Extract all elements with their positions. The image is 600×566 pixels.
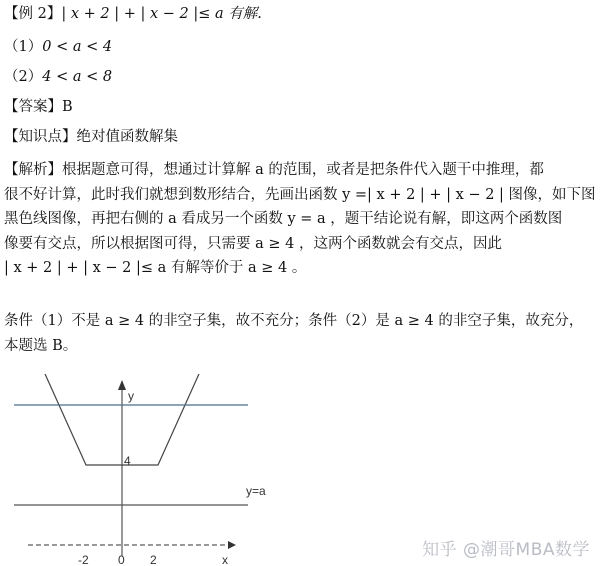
x-axis-arrow	[228, 541, 236, 549]
axes	[28, 380, 236, 566]
option-1-text: 0 < a < 4	[42, 39, 113, 55]
answer-value: B	[62, 99, 73, 115]
answer-label: 【答案】	[4, 99, 62, 115]
analysis-line-1	[4, 158, 594, 183]
knowledge-label: 【知识点】	[4, 129, 77, 145]
option-2-label: （2）	[4, 69, 43, 85]
example-label: 【例 2】	[4, 6, 62, 22]
y-axis-arrow	[118, 380, 126, 390]
option-1	[4, 37, 112, 57]
option-2-text: 4 < a < 8	[42, 69, 113, 85]
x-tick-label-2: 2	[150, 553, 157, 566]
option-1-label: （1）	[4, 39, 43, 55]
x-tick-label-neg2: -2	[78, 553, 89, 566]
analysis-line-5: | x + 2 | + | x − 2 |≤ a 有解等价于 a ≥ 4 。	[4, 260, 307, 276]
conclusion-line-2: 本题选 B。	[4, 337, 78, 354]
conclusion-line-1: 条件（1）不是 a ≥ 4 的非空子集，故不充分；条件（2）是 a ≥ 4 的非空子集，故充分，	[4, 313, 584, 329]
analysis-text-1: 根据题意可得，想通过计算解 a 的范围，或者是把条件代入题干中推理，都	[62, 162, 544, 178]
x-axis-label: x	[222, 553, 228, 566]
knowledge-value: 绝对值函数解集	[76, 129, 178, 145]
answer-line	[4, 97, 73, 117]
analysis-line-4: 像要有交点，所以根据图可得，只需要 a ≥ 4 ，这两个函数就会有交点，因此	[4, 235, 502, 252]
option-2	[4, 67, 112, 87]
value-label-4: 4	[124, 454, 131, 468]
analysis-line-2: 很不好计算，此时我们就想到数形结合，先画出函数 y =| x + 2 | + | x − 2 | 图像，如下图	[4, 186, 596, 203]
analysis-block	[4, 158, 594, 281]
analysis-label: 【解析】	[4, 162, 62, 178]
analysis-line-3: 黑色线图像，再把右侧的 a 看成另一个函数 y = a ，题干结论说有解，即这两个函数图	[4, 211, 563, 227]
line-label-y-equals-a: y=a	[246, 484, 266, 498]
example-header	[4, 4, 262, 24]
conclusion-block	[4, 309, 594, 358]
watermark: 知乎 @潮哥MBA数学	[422, 540, 590, 560]
x-tick-label-0: 0	[118, 553, 125, 566]
y-axis-label: y	[128, 389, 134, 403]
problem-statement: | x + 2 | + | x − 2 |≤ a 有解.	[61, 6, 262, 22]
knowledge-line	[4, 127, 178, 147]
